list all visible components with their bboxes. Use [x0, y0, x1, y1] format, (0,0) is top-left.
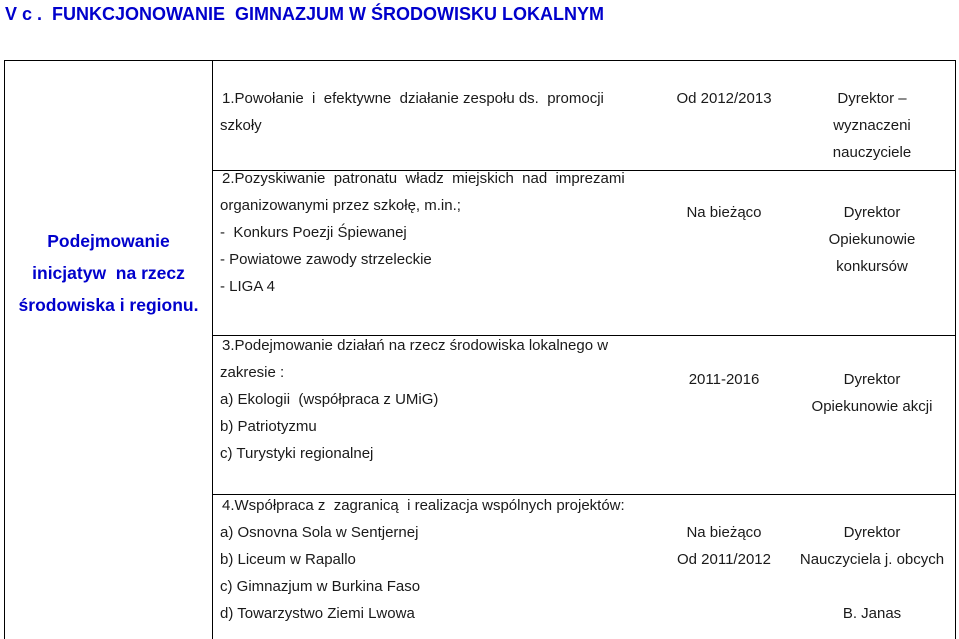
page-heading: V c . FUNKCJONOWANIE GIMNAZJUM W ŚRODOWISKU LOKALNYM	[5, 4, 605, 24]
row-divider	[212, 335, 956, 336]
task-line: a) Ekologii (współpraca z UMiG)	[220, 391, 439, 408]
task-line: - Konkurs Poezji Śpiewanej	[220, 224, 407, 241]
task-line: d) Towarzystwo Ziemi Lwowa	[220, 605, 415, 622]
task-line: szkoły	[220, 117, 262, 134]
term-value: 2011-2016	[688, 371, 760, 388]
section-label-line: Podejmowanie	[47, 231, 170, 251]
term-value: Od 2012/2013	[676, 90, 772, 107]
task-line: a) Osnovna Sola w Sentjernej	[220, 524, 419, 541]
task-line: 4.Współpraca z zagranicą i realizacja wspólnych projektów:	[222, 497, 625, 514]
task-line: - LIGA 4	[220, 278, 276, 295]
task-line: - Powiatowe zawody strzeleckie	[220, 251, 432, 268]
section-label-line: środowiska i regionu.	[18, 295, 199, 315]
column-divider	[212, 60, 213, 639]
responsible-value: nauczyciele	[832, 144, 912, 161]
responsible-value: B. Janas	[842, 605, 902, 622]
section-label-line: inicjatyw na rzecz	[32, 263, 185, 283]
task-line: b) Liceum w Rapallo	[220, 551, 356, 568]
task-line: c) Turystyki regionalnej	[220, 445, 374, 462]
responsible-value: Dyrektor	[843, 524, 901, 541]
table-border-left	[4, 60, 5, 639]
task-line: 3.Podejmowanie działań na rzecz środowiska lokalnego w	[222, 337, 609, 354]
task-line: c) Gimnazjum w Burkina Faso	[220, 578, 421, 595]
table-border-right	[955, 60, 956, 639]
responsible-value: Opiekunowie akcji	[811, 398, 933, 415]
task-line: b) Patriotyzmu	[220, 418, 317, 435]
responsible-value: Opiekunowie	[828, 231, 916, 248]
responsible-value: Dyrektor	[843, 371, 901, 388]
responsible-value: Dyrektor –	[837, 90, 907, 107]
responsible-value: wyznaczeni	[833, 117, 911, 134]
term-value: Na bieżąco	[686, 204, 762, 221]
table-border-top	[4, 60, 956, 61]
task-line: organizowanymi przez szkołę, m.in.;	[220, 197, 461, 214]
responsible-value: Nauczyciela j. obcych	[799, 551, 945, 568]
responsible-value: konkursów	[836, 258, 908, 275]
task-line: 1.Powołanie i efektywne działanie zespołu ds. promocji	[222, 90, 604, 107]
term-value: Na bieżąco	[686, 524, 762, 541]
responsible-value: Dyrektor	[843, 204, 901, 221]
task-line: zakresie :	[220, 364, 285, 381]
row-divider	[212, 494, 956, 495]
task-line: 2.Pozyskiwanie patronatu władz miejskich nad imprezami	[222, 170, 625, 187]
term-value: Od 2011/2012	[677, 551, 771, 568]
